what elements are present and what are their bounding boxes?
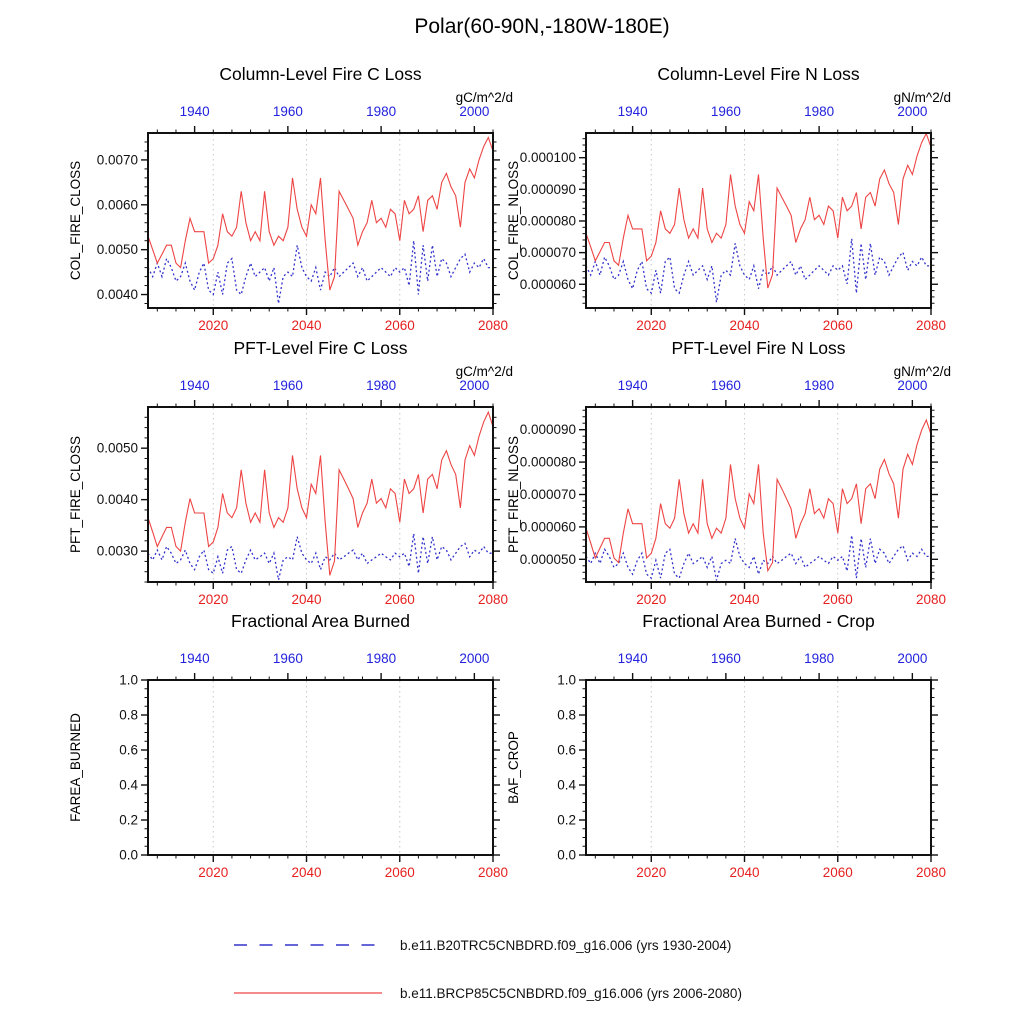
chart-title: Column-Level Fire C Loss xyxy=(219,64,422,84)
chart-pft-fire-nloss xyxy=(500,322,952,619)
y-axis-tick-label: 0.6 xyxy=(557,742,576,758)
series-group xyxy=(148,412,493,580)
top-axis-tick-label: 1980 xyxy=(804,378,835,393)
chart-farea-burned xyxy=(62,595,514,892)
chart-col-fire-nloss xyxy=(500,48,952,345)
y-axis-tick-label: 0.000090 xyxy=(519,422,576,438)
col-fire-nloss-figure xyxy=(500,48,952,340)
top-axis-tick-label: 2000 xyxy=(459,104,490,119)
y-axis-title: COL_FIRE_CLOSS xyxy=(68,160,83,281)
y-axis-title: PFT_FIRE_CLOSS xyxy=(68,435,83,554)
y-axis-tick-label: 0.000060 xyxy=(519,276,576,292)
y-axis-tick-label: 0.0050 xyxy=(96,440,138,456)
top-axis-tick-label: 1980 xyxy=(366,651,397,666)
top-axis xyxy=(157,378,493,407)
top-axis-tick-label: 2000 xyxy=(897,378,928,393)
bottom-axis-tick-label: 2060 xyxy=(822,865,853,880)
y-axis-tick-label: 0.0030 xyxy=(96,543,138,559)
top-axis-tick-label: 2000 xyxy=(897,651,928,666)
bottom-axis-tick-label: 2020 xyxy=(636,318,667,333)
bottom-axis-tick-label: 2060 xyxy=(384,592,415,607)
series-rcp85-line xyxy=(586,420,931,571)
col-fire-closs-figure xyxy=(62,48,514,340)
y-axis-tick-label: 0.000070 xyxy=(519,487,576,502)
y-axis-tick-label: 1.0 xyxy=(119,672,138,688)
bottom-axis-tick-label: 2040 xyxy=(291,592,322,607)
plot-frame xyxy=(148,133,493,308)
bottom-axis xyxy=(595,855,946,880)
y-axis-tick-label: 0.0040 xyxy=(96,287,138,303)
series-historical-line xyxy=(586,239,931,303)
plot-frame xyxy=(148,680,493,855)
series-group xyxy=(586,134,931,303)
top-axis-tick-label: 1980 xyxy=(366,378,397,393)
top-axis xyxy=(157,104,493,133)
series-group xyxy=(586,420,931,580)
top-axis-tick-label: 2000 xyxy=(897,104,928,119)
top-axis xyxy=(595,378,931,407)
y-axis-title: BAF_CROP xyxy=(506,731,521,804)
unit-label: gN/m^2/d xyxy=(893,90,951,105)
legend-item-historical xyxy=(232,938,731,952)
bottom-axis-tick-label: 2080 xyxy=(477,318,509,333)
bottom-axis-tick-label: 2040 xyxy=(291,865,322,880)
plot-frame xyxy=(586,407,931,582)
bottom-axis-tick-label: 2020 xyxy=(636,592,667,607)
y-axis xyxy=(97,142,500,304)
bottom-axis-tick-label: 2080 xyxy=(915,592,947,607)
legend-historical-line-swatch xyxy=(232,939,384,951)
top-axis-tick-label: 1960 xyxy=(272,104,303,119)
top-axis-tick-label: 1940 xyxy=(617,378,648,393)
series-historical-line xyxy=(148,241,493,304)
legend-item-rcp85 xyxy=(232,986,742,1000)
bottom-axis-tick-label: 2040 xyxy=(729,318,760,333)
y-axis-tick-label: 0.4 xyxy=(557,777,576,793)
top-axis-tick-label: 1960 xyxy=(272,651,303,666)
bottom-axis-tick-label: 2080 xyxy=(915,318,947,333)
top-axis-tick-label: 1960 xyxy=(272,378,303,393)
y-axis-tick-label: 0.8 xyxy=(557,707,576,723)
bottom-axis-tick-label: 2040 xyxy=(729,865,760,880)
bottom-axis-tick-label: 2020 xyxy=(198,592,229,607)
y-axis-tick-label: 0.0 xyxy=(557,847,576,863)
y-axis-tick-label: 0.4 xyxy=(119,777,138,793)
gridlines xyxy=(651,408,837,581)
bottom-axis-tick-label: 2040 xyxy=(291,318,322,333)
y-axis-tick-label: 0.0070 xyxy=(96,152,138,168)
y-axis-tick-label: 0.000080 xyxy=(519,213,576,229)
y-axis-tick-label: 1.0 xyxy=(557,672,576,688)
series-rcp85-line xyxy=(148,138,493,291)
bottom-axis xyxy=(157,855,508,880)
top-axis-tick-label: 1940 xyxy=(617,651,648,666)
series-historical-line xyxy=(148,534,493,580)
y-axis xyxy=(97,417,500,582)
bottom-axis-tick-label: 2060 xyxy=(822,592,853,607)
y-axis-tick-label: 0.000060 xyxy=(519,519,576,535)
top-axis-tick-label: 1940 xyxy=(179,651,210,666)
y-axis-tick-label: 0.000090 xyxy=(519,181,576,197)
series-rcp85-line xyxy=(148,412,493,575)
legend-label-historical: b.e11.B20TRC5CNBDRD.f09_g16.006 (yrs 1930-2004) xyxy=(400,937,732,953)
top-axis xyxy=(595,104,931,133)
y-axis-title: PFT_FIRE_NLOSS xyxy=(506,435,521,554)
chart-title: Fractional Area Burned xyxy=(231,611,410,631)
gridlines xyxy=(651,681,837,854)
top-axis-tick-label: 1980 xyxy=(366,104,397,119)
bottom-axis-tick-label: 2060 xyxy=(384,865,415,880)
y-axis-tick-label: 0.6 xyxy=(119,742,138,758)
chart-pft-fire-closs xyxy=(62,322,514,619)
y-axis-tick-label: 0.000070 xyxy=(519,245,576,261)
bottom-axis-tick-label: 2040 xyxy=(729,592,760,607)
plot-frame xyxy=(586,133,931,308)
top-axis-tick-label: 1960 xyxy=(710,104,741,119)
bottom-axis-tick-label: 2020 xyxy=(636,865,667,880)
bottom-axis-tick-label: 2020 xyxy=(198,865,229,880)
y-axis-tick-label: 0.2 xyxy=(119,812,138,828)
y-axis-tick-label: 0.0040 xyxy=(96,492,138,508)
bottom-axis-tick-label: 2080 xyxy=(915,865,947,880)
chart-baf-crop xyxy=(500,595,952,892)
legend-rcp85-line-swatch xyxy=(232,987,384,999)
series-group xyxy=(148,138,493,304)
legend-label-rcp85: b.e11.BRCP85C5CNBDRD.f09_g16.006 (yrs 2006-2080) xyxy=(400,985,742,1001)
page-title: Polar(60-90N,-180W-180E) xyxy=(414,15,670,38)
top-axis-tick-label: 1940 xyxy=(179,378,210,393)
bottom-axis-tick-label: 2020 xyxy=(198,318,229,333)
y-axis-tick-label: 0.0 xyxy=(119,847,138,863)
top-axis xyxy=(157,651,493,680)
gridlines xyxy=(213,681,399,854)
y-axis-title: COL_FIRE_NLOSS xyxy=(506,160,521,281)
top-axis-tick-label: 1980 xyxy=(804,104,835,119)
y-axis xyxy=(119,673,500,863)
baf-crop-figure xyxy=(500,595,952,887)
y-axis-tick-label: 0.000050 xyxy=(519,551,576,567)
farea-burned-figure xyxy=(62,595,514,887)
chart-title: Fractional Area Burned - Crop xyxy=(642,611,875,631)
bottom-axis-tick-label: 2060 xyxy=(822,318,853,333)
bottom-axis-tick-label: 2060 xyxy=(384,318,415,333)
pft-fire-closs-figure xyxy=(62,322,514,614)
y-axis-tick-label: 0.000100 xyxy=(519,150,576,166)
y-axis-tick-label: 0.8 xyxy=(119,707,138,723)
y-axis xyxy=(520,139,938,304)
top-axis-tick-label: 2000 xyxy=(459,651,490,666)
series-historical-line xyxy=(586,535,931,580)
bottom-axis-tick-label: 2080 xyxy=(477,865,509,880)
top-axis-tick-label: 1940 xyxy=(617,104,648,119)
top-axis xyxy=(595,651,931,680)
top-axis-tick-label: 1940 xyxy=(179,104,210,119)
gridlines xyxy=(651,134,837,307)
chart-title: PFT-Level Fire C Loss xyxy=(233,338,408,358)
top-axis-tick-label: 1960 xyxy=(710,378,741,393)
unit-label: gN/m^2/d xyxy=(893,364,951,379)
unit-label: gC/m^2/d xyxy=(455,90,513,105)
y-axis-tick-label: 0.000080 xyxy=(519,454,576,470)
bottom-axis-tick-label: 2080 xyxy=(477,592,509,607)
chart-col-fire-closs xyxy=(62,48,514,345)
chart-title: Column-Level Fire N Loss xyxy=(657,64,860,84)
series-rcp85-line xyxy=(586,134,931,289)
y-axis-title: FAREA_BURNED xyxy=(68,713,83,822)
y-axis-tick-label: 0.0060 xyxy=(96,197,138,213)
gridlines xyxy=(213,408,399,581)
pft-fire-nloss-figure xyxy=(500,322,952,614)
gridlines xyxy=(213,134,399,307)
plot-frame xyxy=(586,680,931,855)
unit-label: gC/m^2/d xyxy=(455,364,513,379)
y-axis-tick-label: 0.0050 xyxy=(96,242,138,258)
top-axis-tick-label: 1980 xyxy=(804,651,835,666)
y-axis-tick-label: 0.2 xyxy=(557,812,576,828)
top-axis-tick-label: 2000 xyxy=(459,378,490,393)
y-axis xyxy=(557,673,938,863)
chart-title: PFT-Level Fire N Loss xyxy=(671,338,846,358)
top-axis-tick-label: 1960 xyxy=(710,651,741,666)
